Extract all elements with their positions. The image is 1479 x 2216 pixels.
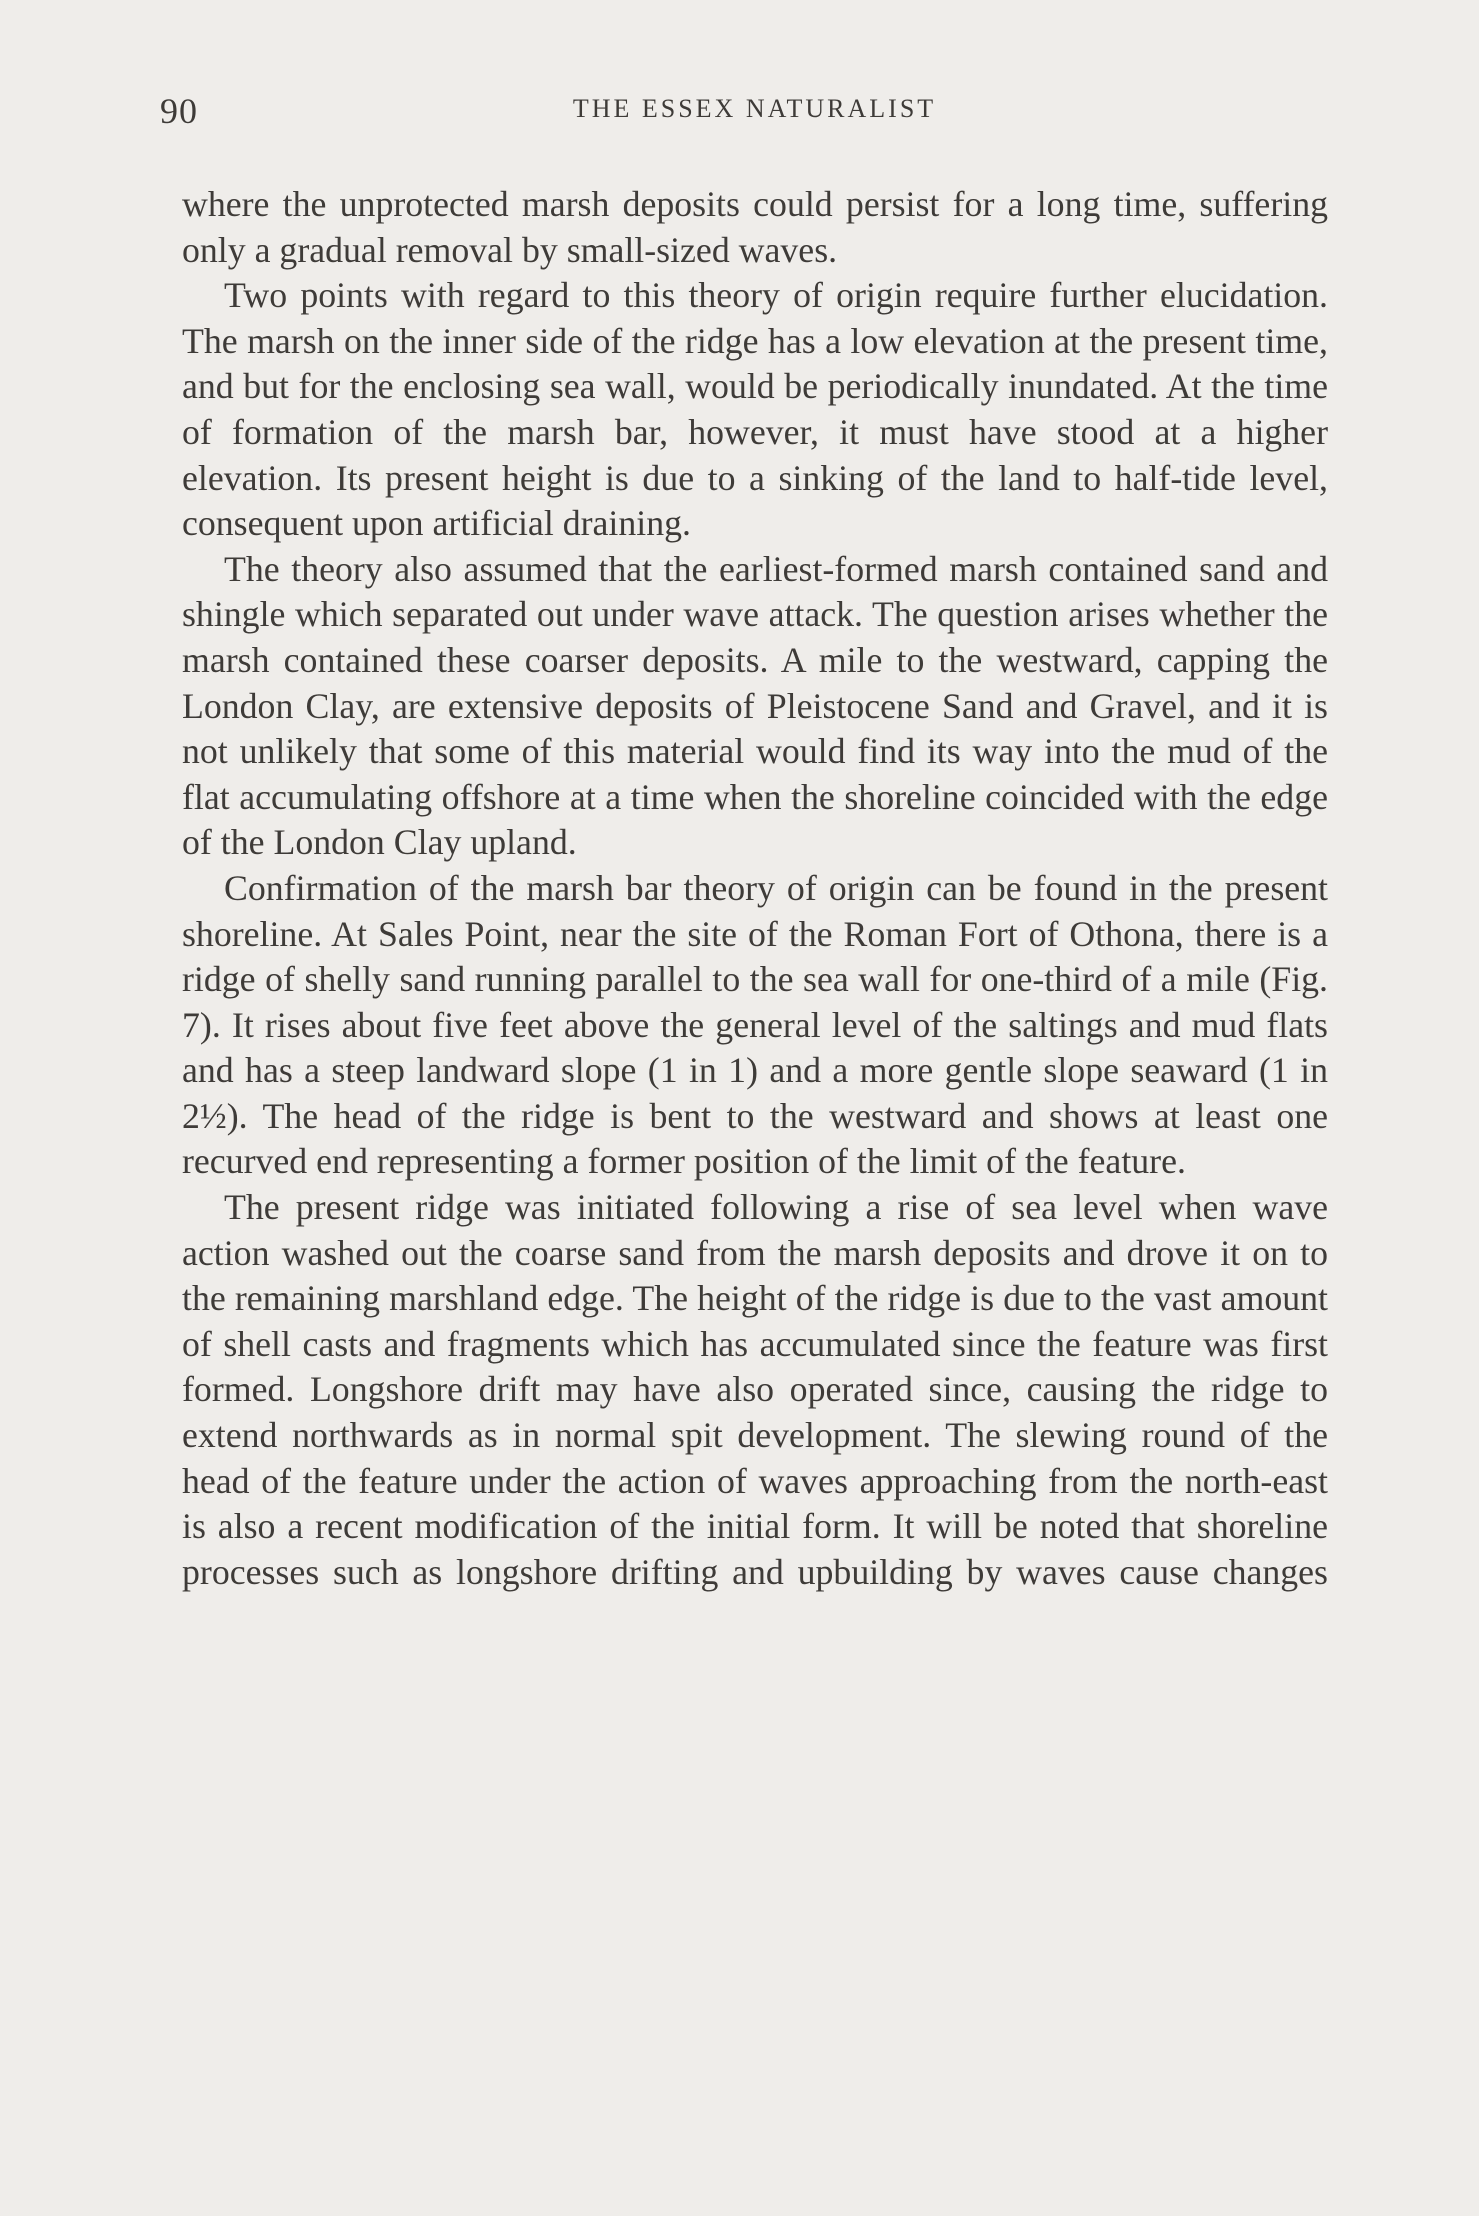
- paragraph-present-ridge: The present ridge was initiated following a rise of sea level when wave action washed out the coarse sand from the marsh deposits and drove it on to the remaining marshland edge. The height of the ridge is due to the vast amount of shell casts and fragments which has accumulated since the feature was first formed. Longshore drift may have also operated since, causing the ridge to extend northwards as in normal spit development. The slewing round of the head of the feature under the action of waves approaching from the north-east is also a recent modification of the initial form. It will be noted that shoreline processes such as longshore drifting and upbuilding by waves cause changes: [182, 1187, 1328, 1592]
- paragraph-continuation: where the unprotected marsh deposits could persist for a long time, suffering only a gradual removal by small-sized waves.: [182, 184, 1328, 270]
- page-number: 90: [160, 91, 198, 131]
- paragraph-theory-assumed: The theory also assumed that the earliest-formed marsh contained sand and shingle which separated out under wave attack. The question arises whether the marsh contained these coarser deposits. A mile to the westward, capping the London Clay, are extensive deposits of Pleistocene Sand and Gravel, and it is not unlikely that some of this material would find its way into the mud of the flat accumulating offshore at a time when the shoreline coincided with the edge of the London Clay upland.: [182, 548, 1328, 863]
- page-header: [0, 90, 1479, 130]
- body-text: [182, 182, 1328, 1595]
- paragraph-confirmation: Confirmation of the marsh bar theory of origin can be found in the present shoreline. At Sales Point, near the site of the Roman Fort of Othona, there is a ridge of shelly sand running parallel to the sea wall for one-third of a mile (Fig. 7). It rises about five feet above the general level of the saltings and mud flats and has a steep landward slope (1 in 1) and a more gentle slope seaward (1 in 2½). The head of the ridge is bent to the westward and shows at least one recurved end representing a former position of the limit of the feature.: [182, 867, 1328, 1182]
- running-title: THE ESSEX NATURALIST: [572, 94, 937, 123]
- paragraph-two-points: Two points with regard to this theory of origin require further elucidation. The marsh on the inner side of the ridge has a low elevation at the present time, and but for the enclosing sea wall, would be periodically inundated. At the time of formation of the marsh bar, however, it must have stood at a higher elevation. Its present height is due to a sinking of the land to half-tide level, consequent upon artificial draining.: [182, 275, 1328, 544]
